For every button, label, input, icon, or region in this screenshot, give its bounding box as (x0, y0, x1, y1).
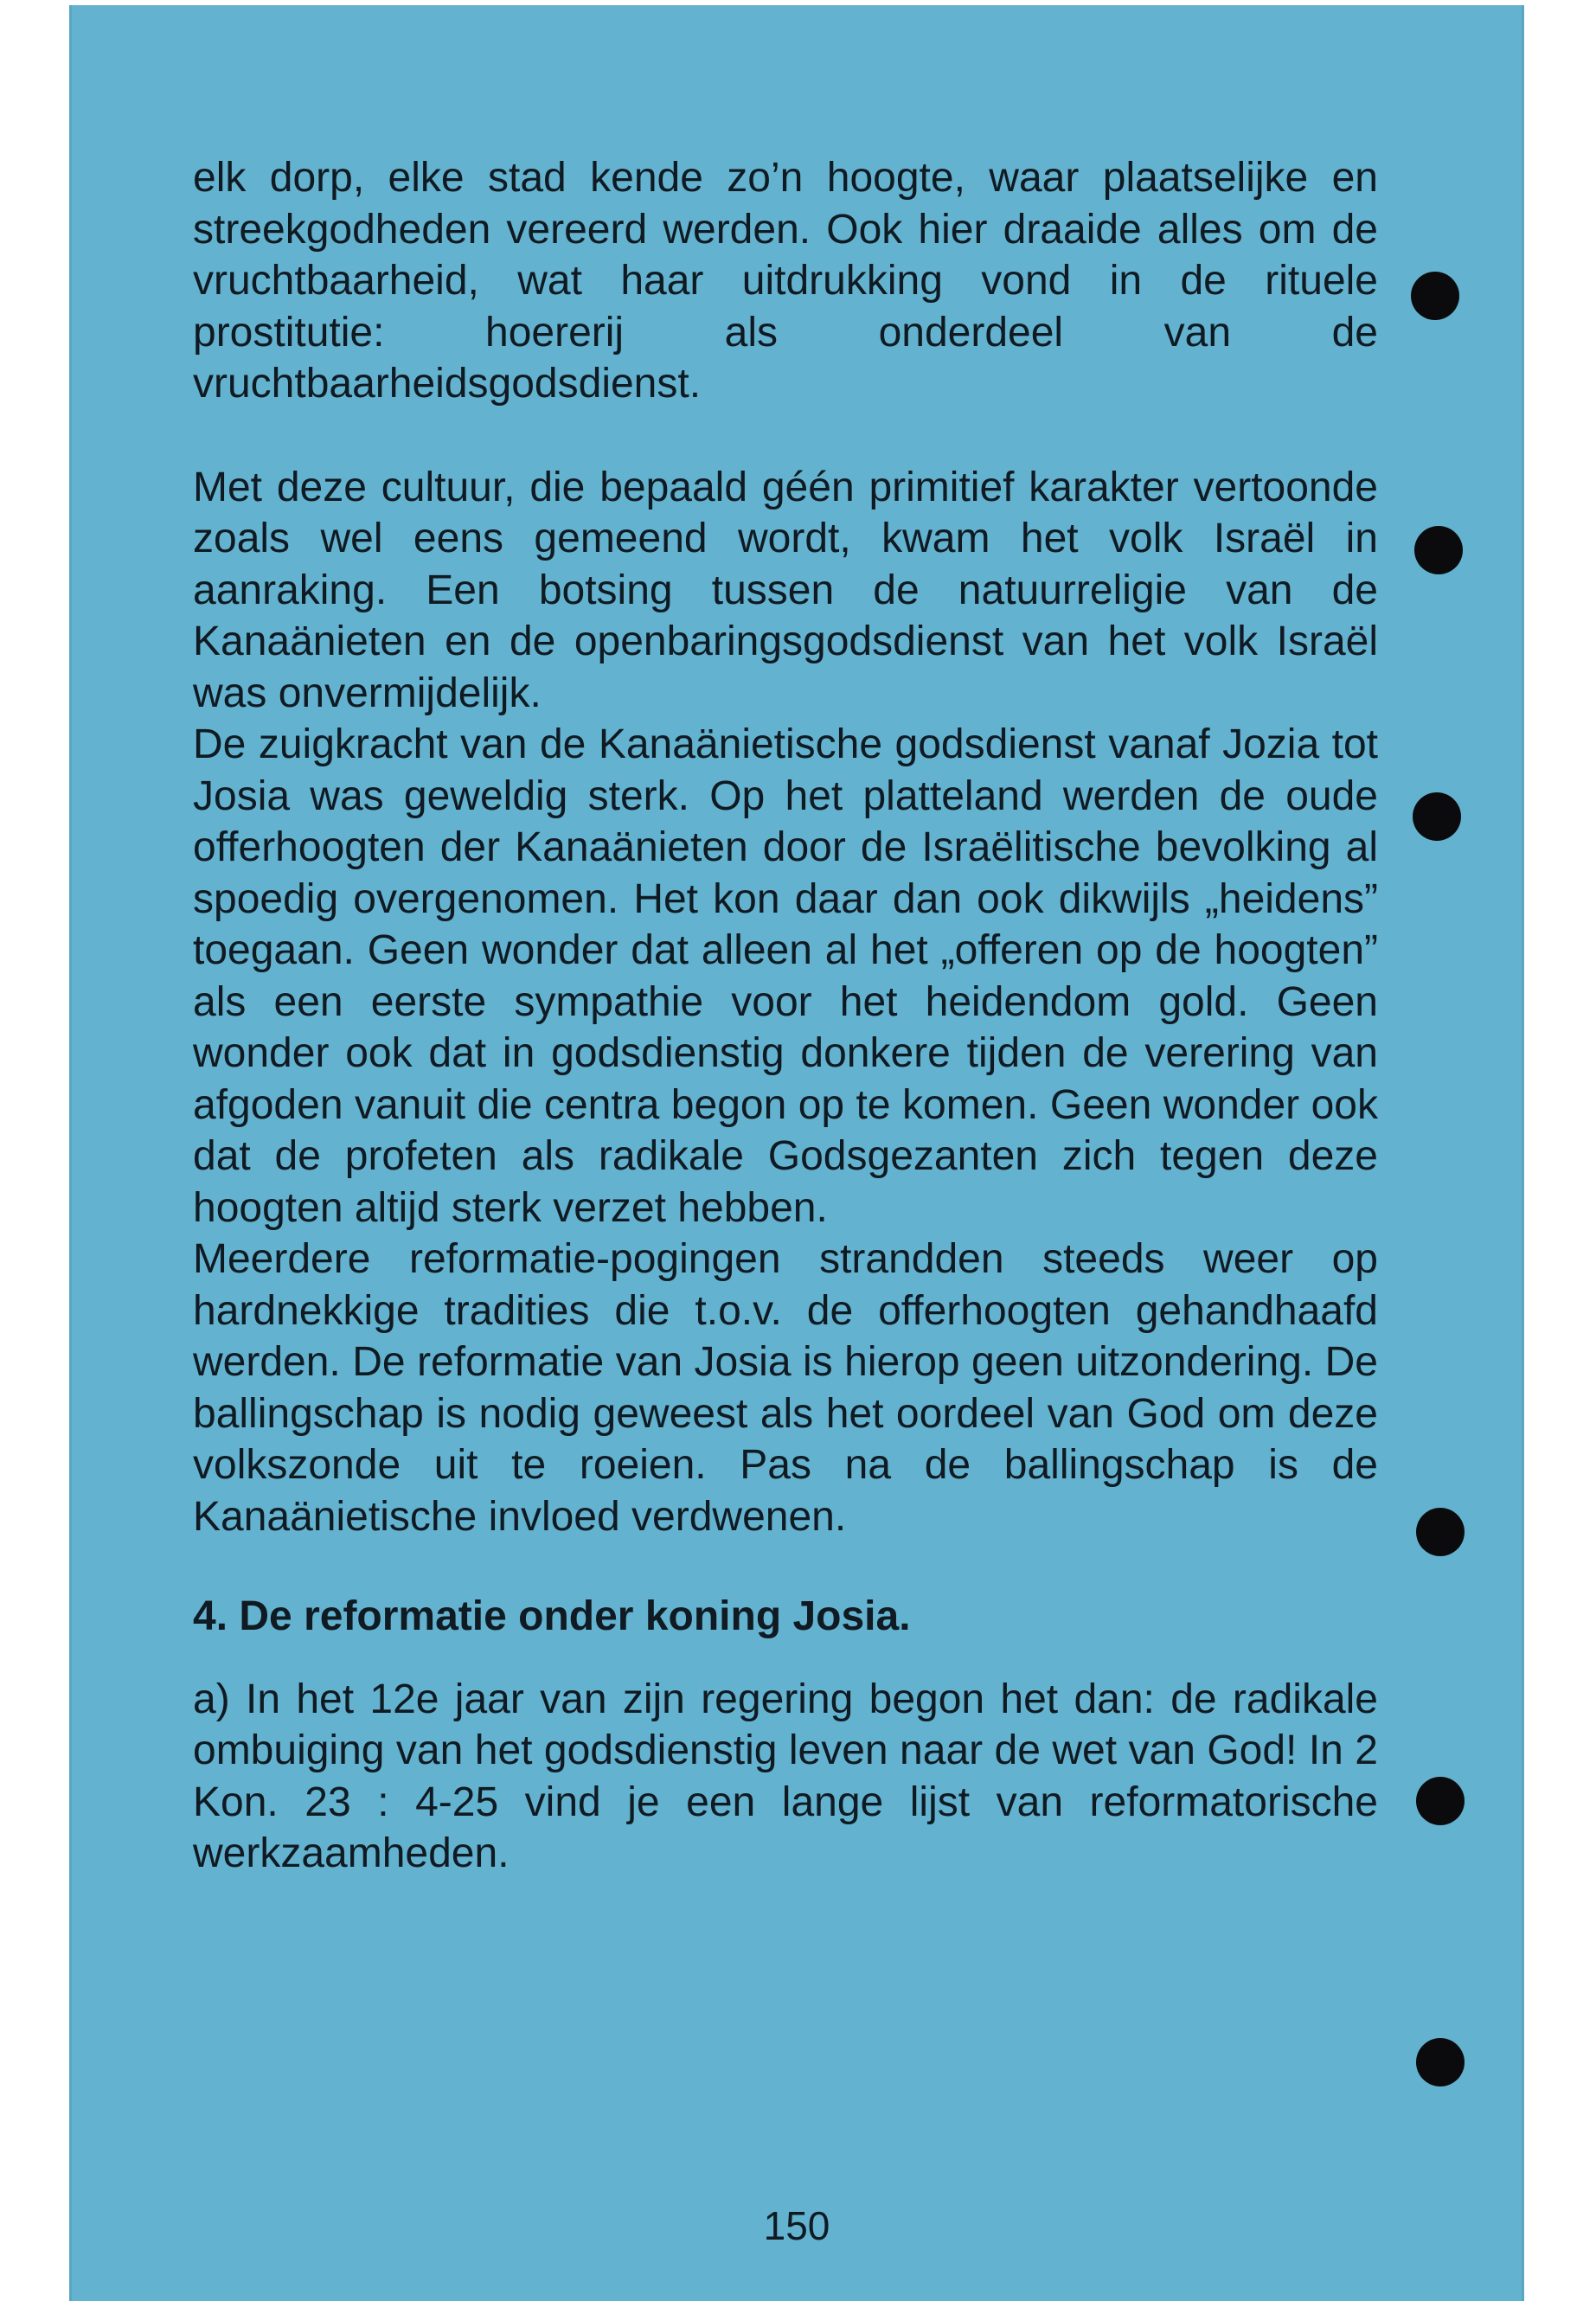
punch-hole (1413, 792, 1461, 841)
list-item-a: a) In het 12e jaar van zijn regering begon het dan: de radikale ombuiging van het godsdienstig leven naar de wet van God! In 2 Kon. 23 : 4-25 vind je een lange lijst van reformatorische werkzaamheden. (193, 1676, 1378, 1876)
body-text (193, 152, 1378, 1880)
page (69, 5, 1524, 2301)
punch-hole (1411, 272, 1459, 320)
paragraph-1: elk dorp, elke stad kende zo’n hoogte, waar plaatselijke en streekgodheden vereerd werden. Ook hier draaide alles om de vruchtbaarheid, wat haar uitdrukking vond in de rituele prostitutie: hoererij als onderdeel van de vruchtbaarheidsgodsdienst. (193, 155, 1378, 407)
paragraph-4: Meerdere reformatie-pogingen strandden steeds weer op hardnekkige tradities die t.o.v. de offerhoogten gehandhaafd werden. De reformatie van Josia is hierop geen uitzondering. De ballingschap is nodig geweest als het oordeel van God om deze volkszonde uit te roeien. Pas na de ballingschap is de Kanaänietische invloed verdwenen. (193, 1236, 1378, 1540)
punch-hole (1414, 526, 1463, 574)
paragraph-3: De zuigkracht van de Kanaänietische godsdienst vanaf Jozia tot Josia was geweldig sterk. Op het platteland werden de oude offerhoogten der Kanaänieten door de Israëlitische bevolking al spoedig overgenomen. Het kon daar dan ook dikwijls „heidens” toegaan. Geen wonder dat alleen al het „offeren op de hoogten” als een eerste sympathie voor het heidendom gold. Geen wonder ook dat in godsdienstig donkere tijden de verering van afgoden vanuit die centra begon op te komen. Geen wonder ook dat de profeten als radikale Godsgezanten zich tegen deze hoogten altijd sterk verzet hebben. (193, 721, 1378, 1231)
punch-hole (1416, 1508, 1465, 1556)
page-number: 150 (763, 2203, 830, 2248)
section-heading: 4. De reformatie onder koning Josia. (193, 1593, 911, 1639)
punch-hole (1416, 1777, 1465, 1825)
paragraph-2: Met deze cultuur, die bepaald géén primitief karakter vertoonde zoals wel eens gemeend wordt, kwam het volk Israël in aanraking. Een botsing tussen de natuurreligie van de Kanaänieten en de openbaringsgodsdienst van het volk Israël was onvermijdelijk. (193, 464, 1378, 716)
punch-hole (1416, 2038, 1465, 2086)
